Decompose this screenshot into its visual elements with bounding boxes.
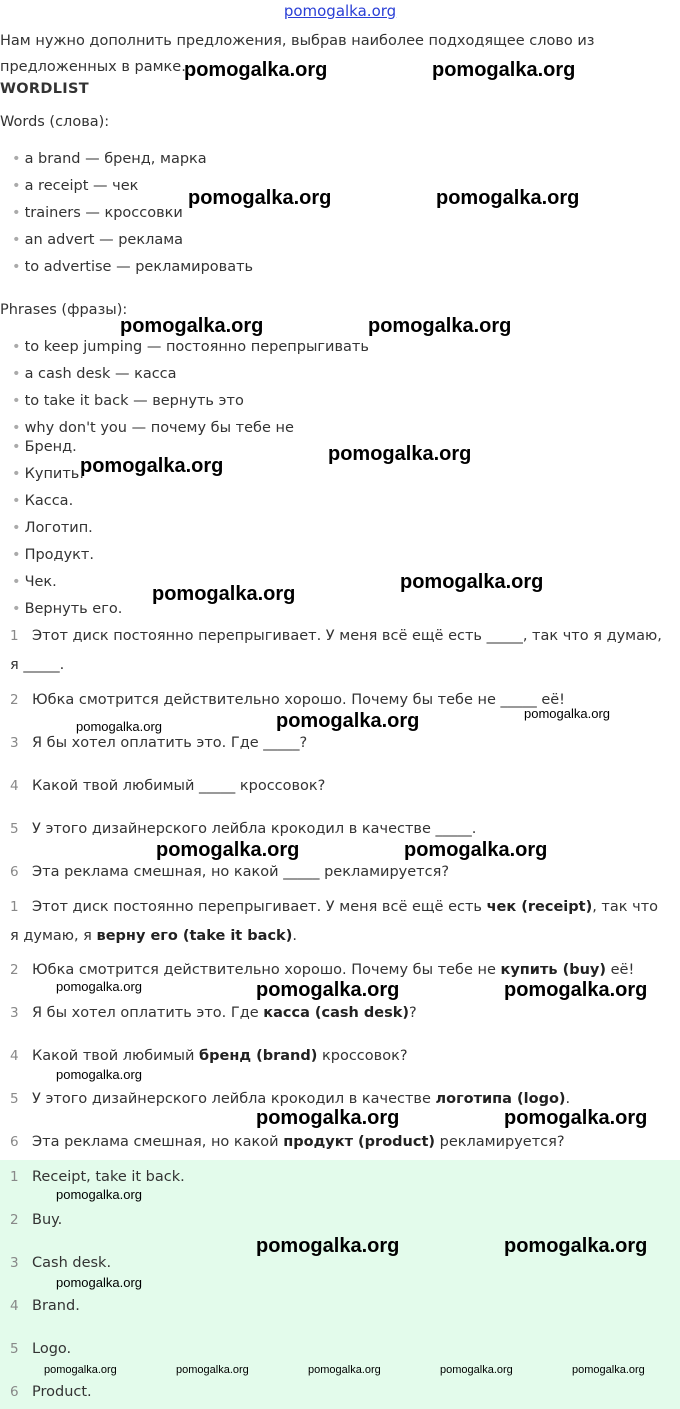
watermark-text: pomogalka.org: [56, 979, 142, 994]
list-item: • to advertise — рекламировать: [12, 259, 254, 275]
answer-item: 2 Buy.: [10, 1212, 63, 1228]
watermark-text: pomogalka.org: [56, 1067, 142, 1082]
watermark-text: pomogalka.org: [504, 979, 648, 1001]
phrases-heading: Phrases (фразы):: [0, 302, 128, 318]
watermark-text: pomogalka.org: [504, 1235, 648, 1257]
watermark-text: pomogalka.org: [44, 1364, 117, 1376]
list-item: • a receipt — чек: [12, 178, 139, 194]
list-item: • why don't you — почему бы тебе не: [12, 420, 294, 436]
watermark-text: pomogalka.org: [276, 710, 420, 732]
watermark-text: pomogalka.org: [256, 1107, 400, 1129]
list-item: • a cash desk — касса: [12, 366, 177, 382]
watermark-text: pomogalka.org: [256, 1235, 400, 1257]
exercise-answer-item: 5 У этого дизайнерского лейбла крокодил в качестве логотипа (logo).: [10, 1091, 571, 1107]
answer-item: 3 Cash desk.: [10, 1255, 112, 1271]
list-item: • a brand — бренд, марка: [12, 151, 207, 167]
watermark-text: pomogalka.org: [256, 979, 400, 1001]
list-item: • Чек.: [12, 574, 57, 590]
answer-item: 1 Receipt, take it back.: [10, 1169, 185, 1185]
answer-item: 6 Product.: [10, 1384, 92, 1400]
watermark-text: pomogalka.org: [152, 583, 296, 605]
exercise-item: 1 Этот диск постоянно перепрыгивает. У меня всё ещё есть _____, так что я думаю, я _____.: [10, 628, 662, 673]
exercise-answer-item: 2 Юбка смотрится действительно хорошо. Почему бы тебе не купить (buy) её!: [10, 962, 635, 978]
list-item: • Купить.: [12, 466, 84, 482]
watermark-text: pomogalka.org: [120, 315, 264, 337]
list-item: • trainers — кроссовки: [12, 205, 183, 221]
list-item: • Вернуть его.: [12, 601, 123, 617]
watermark-text: pomogalka.org: [176, 1364, 249, 1376]
exercise-answer-item: 4 Какой твой любимый бренд (brand) кроссовок?: [10, 1048, 408, 1064]
intro-text: Нам нужно дополнить предложения, выбрав наиболее подходящее слово из предложенных в рамке.: [0, 33, 595, 75]
answer-item: 4 Brand.: [10, 1298, 80, 1314]
watermark-text: pomogalka.org: [308, 1364, 381, 1376]
answer-item: 5 Logo.: [10, 1341, 72, 1357]
list-item: • an advert — реклама: [12, 232, 184, 248]
watermark-text: pomogalka.org: [404, 839, 548, 861]
watermark-text: pomogalka.org: [76, 719, 162, 734]
list-item: • Продукт.: [12, 547, 94, 563]
watermark-text: pomogalka.org: [80, 455, 224, 477]
watermark-text: pomogalka.org: [440, 1364, 513, 1376]
exercise-item: 5 У этого дизайнерского лейбла крокодил в качестве _____.: [10, 821, 477, 837]
watermark-text: pomogalka.org: [56, 1187, 142, 1202]
watermark-text: pomogalka.org: [400, 571, 544, 593]
watermark-text: pomogalka.org: [524, 706, 610, 721]
watermark-text: pomogalka.org: [432, 59, 576, 81]
wordlist-heading: WORDLIST: [0, 81, 89, 97]
exercise-item: 6 Эта реклама смешная, но какой _____ рекламируется?: [10, 864, 450, 880]
exercise-answer-item: 6 Эта реклама смешная, но какой продукт (product) рекламируется?: [10, 1134, 565, 1150]
list-item: • Бренд.: [12, 439, 77, 455]
exercise-answer-item: 1 Этот диск постоянно перепрыгивает. У меня всё ещё есть чек (receipt), так что я думаю, я верну его (take it back).: [10, 899, 659, 944]
list-item: • Касса.: [12, 493, 74, 509]
list-item: • to take it back — вернуть это: [12, 393, 244, 409]
watermark-text: pomogalka.org: [328, 443, 472, 465]
watermark-text: pomogalka.org: [156, 839, 300, 861]
list-item: • Логотип.: [12, 520, 93, 536]
exercise-item: 3 Я бы хотел оплатить это. Где _____?: [10, 735, 308, 751]
words-heading: Words (слова):: [0, 114, 110, 130]
watermark-text: pomogalka.org: [504, 1107, 648, 1129]
watermark-text: pomogalka.org: [436, 187, 580, 209]
exercise-item: 4 Какой твой любимый _____ кроссовок?: [10, 778, 326, 794]
list-item: • to keep jumping — постоянно перепрыгивать: [12, 339, 369, 355]
watermark-text: pomogalka.org: [188, 187, 332, 209]
watermark-text: pomogalka.org: [368, 315, 512, 337]
exercise-item: 2 Юбка смотрится действительно хорошо. Почему бы тебе не _____ её!: [10, 692, 565, 708]
watermark-text: pomogalka.org: [572, 1364, 645, 1376]
site-header-link[interactable]: pomogalka.org: [283, 2, 397, 20]
watermark-text: pomogalka.org: [56, 1275, 142, 1290]
watermark-text: pomogalka.org: [184, 59, 328, 81]
exercise-answer-item: 3 Я бы хотел оплатить это. Где касса (cash desk)?: [10, 1005, 417, 1021]
